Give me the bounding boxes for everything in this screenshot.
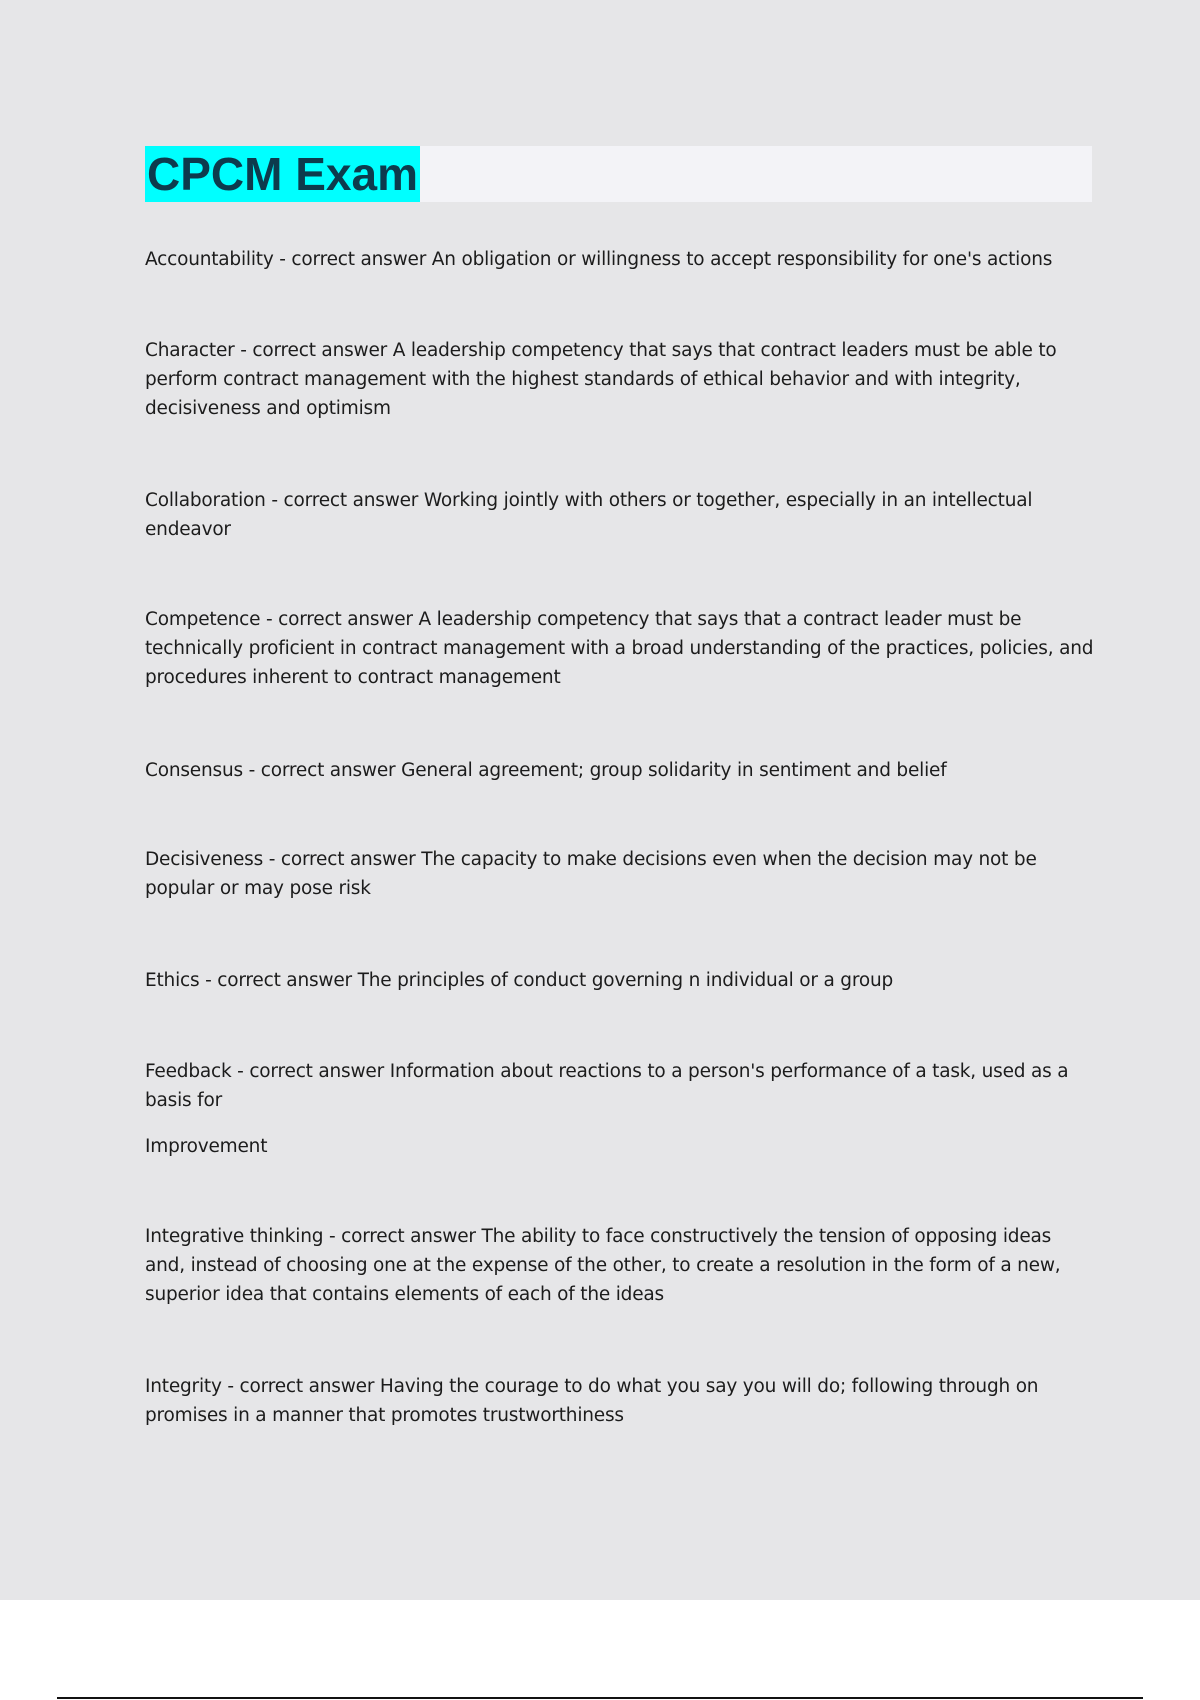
document-title: CPCM Exam bbox=[147, 148, 418, 200]
entry-feedback: Feedback - correct answer Information about reactions to a person's performance of a task, used as a basis for bbox=[145, 1061, 1069, 1111]
entry-integrative-thinking: Integrative thinking - correct answer The ability to face constructively the tension of opposing ideas and, instead of choosing one at the expense of the other, to create a resolution in the form of a new, superior idea that contains elements of each of the ideas bbox=[145, 1226, 1061, 1305]
entry-collaboration: Collaboration - correct answer Working jointly with others or together, especially in an intellectual endeavor bbox=[145, 490, 1033, 540]
entry-character: Character - correct answer A leadership competency that says that contract leaders must be able to perform contract management with the highest standards of ethical behavior and with integrity, decisiveness and optimism bbox=[145, 340, 1057, 419]
entry-decisiveness: Decisiveness - correct answer The capacity to make decisions even when the decision may not be popular or may pose risk bbox=[145, 849, 1037, 899]
entry-consensus: Consensus - correct answer General agreement; group solidarity in sentiment and belief bbox=[145, 760, 947, 781]
entry-competence: Competence - correct answer A leadership competency that says that a contract leader must be technically proficient in contract management with a broad understanding of the practices, policies, and procedures inherent to contract management bbox=[145, 609, 1094, 688]
entry-integrity: Integrity - correct answer Having the courage to do what you say you will do; following through on promises in a manner that promotes trustworthiness bbox=[145, 1376, 1039, 1426]
entry-accountability: Accountability - correct answer An obligation or willingness to accept responsibility for one's actions bbox=[145, 249, 1053, 270]
footer-divider bbox=[57, 1697, 1143, 1699]
entry-ethics: Ethics - correct answer The principles of conduct governing n individual or a group bbox=[145, 970, 894, 991]
entry-feedback-continuation: Improvement bbox=[145, 1136, 268, 1157]
